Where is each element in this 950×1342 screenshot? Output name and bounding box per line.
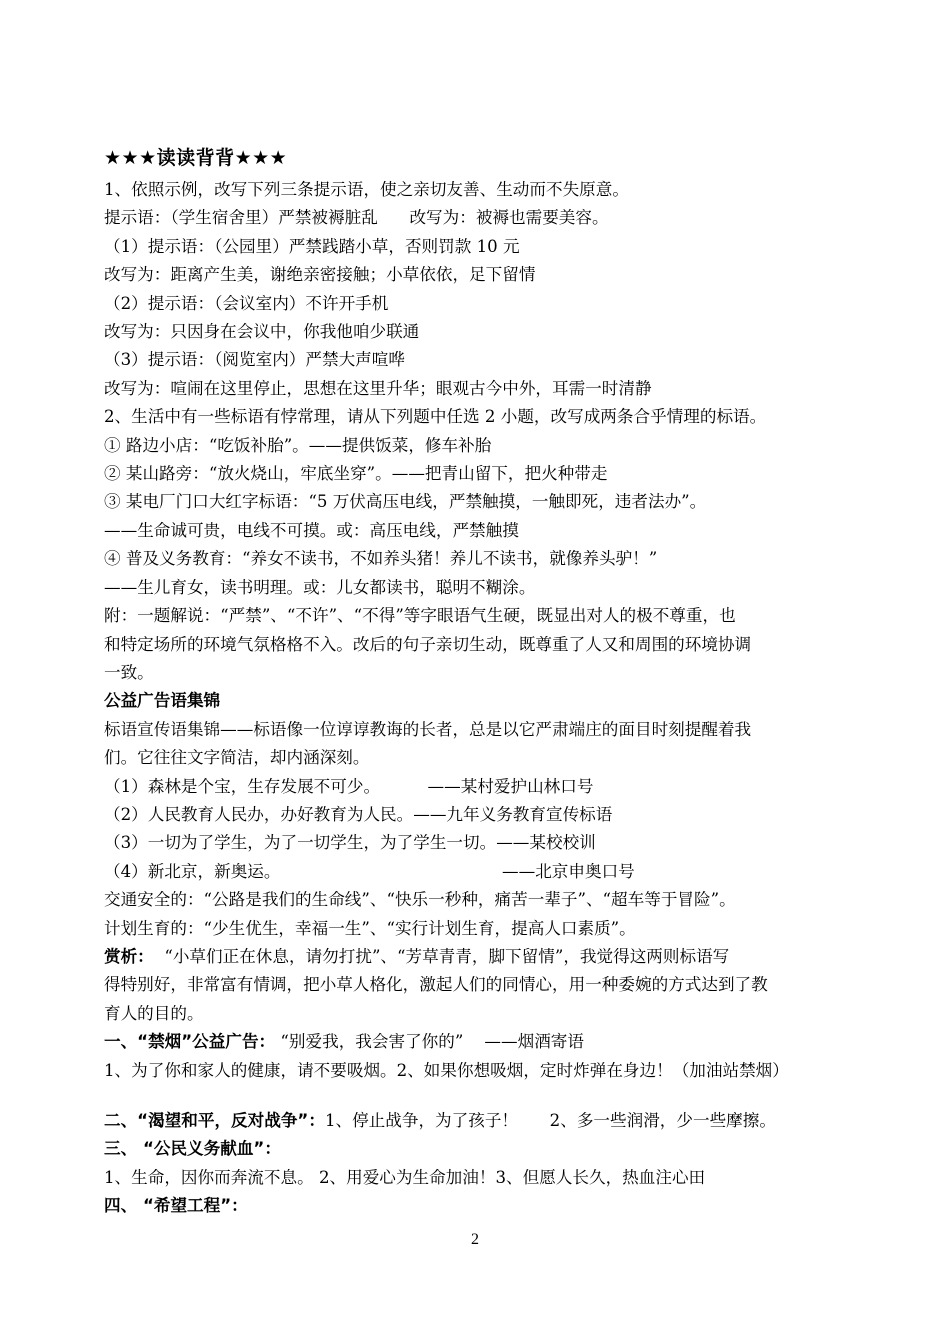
text-line: 交通安全的：“公路是我们的生命线”、“快乐一秒种，痛苦一辈子”、“超车等于冒险”。 [104, 890, 736, 910]
text-line: （2）人民教育人民办，办好教育为人民。——九年义务教育宣传标语 [104, 804, 613, 824]
text-line: 计划生育的：“少生优生，幸福一生”、“实行计划生育，提高人口素质”。 [104, 918, 636, 938]
text-line: 得特别好，非常富有情调，把小草人格化，激起人们的同情心，用一种委婉的方式达到了教 [104, 975, 768, 995]
text-line: （4）新北京，新奥运。 ——北京申奥口号 [104, 861, 635, 881]
text-line: 改写为：距离产生美，谢绝亲密接触；小草依依，足下留情 [104, 265, 536, 285]
item-3-title: 三、 “公民义务献血”： [104, 1139, 281, 1159]
text-line: 1、依照示例，改写下列三条提示语，使之亲切友善、生动而不失原意。 [104, 180, 629, 199]
text-line: ① 路边小店：“吃饭补胎”。——提供饭菜，修车补胎 [104, 435, 492, 455]
item-1-rest: “别爱我，我会害了你的” ——烟酒寄语 [275, 1032, 584, 1052]
item-4-title: 四、 “希望工程”： [104, 1196, 248, 1216]
text-line: 2、生活中有一些标语有悖常理，请从下列题中任选 2 小题，改写成两条合乎情理的标语。 [104, 407, 767, 427]
page-number: 2 [471, 1231, 479, 1248]
text-line: ③ 某电厂门口大红字标语：“5 万伏高压电线，严禁触摸，一触即死，违者法办”。 [104, 492, 707, 512]
appreciation-label: 赏析： [104, 946, 154, 966]
text-line: （2）提示语：（会议室内）不许开手机 [104, 293, 389, 313]
text-line: 1、为了你和家人的健康，请不要吸烟。2、如果你想吸烟，定时炸弹在身边！（加油站禁烟） [104, 1060, 789, 1080]
section-title: 公益广告语集锦 [104, 691, 221, 711]
item-2-title: 二、“渴望和平，反对战争”： [104, 1111, 325, 1130]
document-body [104, 140, 864, 1221]
item-1-heading [104, 1028, 864, 1056]
text-line: （3）提示语：（阅览室内）严禁大声喧哗 [104, 350, 405, 370]
item-1-title: 一、“禁烟”公益广告： [104, 1032, 276, 1052]
text-line: ④ 普及义务教育：“养女不读书，不如养头猪！养儿不读书，就像养头驴！” [104, 549, 658, 569]
text-line: ② 某山路旁：“放火烧山，牢底坐穿”。——把青山留下，把火种带走 [104, 464, 608, 484]
text-line: 改写为：喧闹在这里停止，思想在这里升华；眼观古今中外，耳需一时清静 [104, 378, 652, 398]
text-line: 1、生命，因你而奔流不息。 2、用爱心为生命加油！3、但愿人长久，热血注心田 [104, 1167, 706, 1187]
page-heading: ★★★读读背背★★★ [104, 147, 288, 169]
appreciation-line [104, 943, 864, 971]
text-line: 育人的目的。 [104, 1003, 204, 1023]
item-2-heading [104, 1107, 864, 1135]
text-line: 提示语：（学生宿舍里）严禁被褥脏乱 改写为：被褥也需要美容。 [104, 208, 609, 228]
text-line: ——生儿育女，读书明理。或：儿女都读书，聪明不糊涂。 [104, 577, 536, 597]
item-2-rest: 1、停止战争，为了孩子！ 2、多一些润滑，少一些摩擦。 [324, 1111, 776, 1130]
text-line: （1）提示语：（公园里）严禁践踏小草，否则罚款 10 元 [104, 236, 520, 256]
appreciation-text: “小草们正在休息，请勿打扰”、“芳草青青，脚下留情”，我觉得这两则标语写 [153, 946, 730, 966]
text-line: 附：一题解说：“严禁”、“不许”、“不得”等字眼语气生硬，既显出对人的极不尊重，也 [104, 606, 736, 626]
text-line: （3）一切为了学生，为了一切学生，为了学生一切。——某校校训 [104, 833, 596, 853]
text-line: 们。它往往文字简洁，却内涵深刻。 [104, 748, 370, 768]
text-line: （1）森林是个宝，生存发展不可少。 ——某村爱护山林口号 [104, 776, 594, 796]
blank-spacer [104, 1085, 864, 1107]
text-line: 和特定场所的环境气氛格格不入。改后的句子亲切生动，既尊重了人又和周围的环境协调 [104, 634, 752, 654]
text-line: 一致。 [104, 662, 154, 682]
text-line: 改写为：只因身在会议中，你我他咱少联通 [104, 322, 420, 342]
text-line: 标语宣传语集锦——标语像一位谆谆教诲的长者，总是以它严肃端庄的面目时刻提醒着我 [104, 719, 752, 739]
text-line: ——生命诚可贵，电线不可摸。或：高压电线，严禁触摸 [104, 520, 519, 540]
